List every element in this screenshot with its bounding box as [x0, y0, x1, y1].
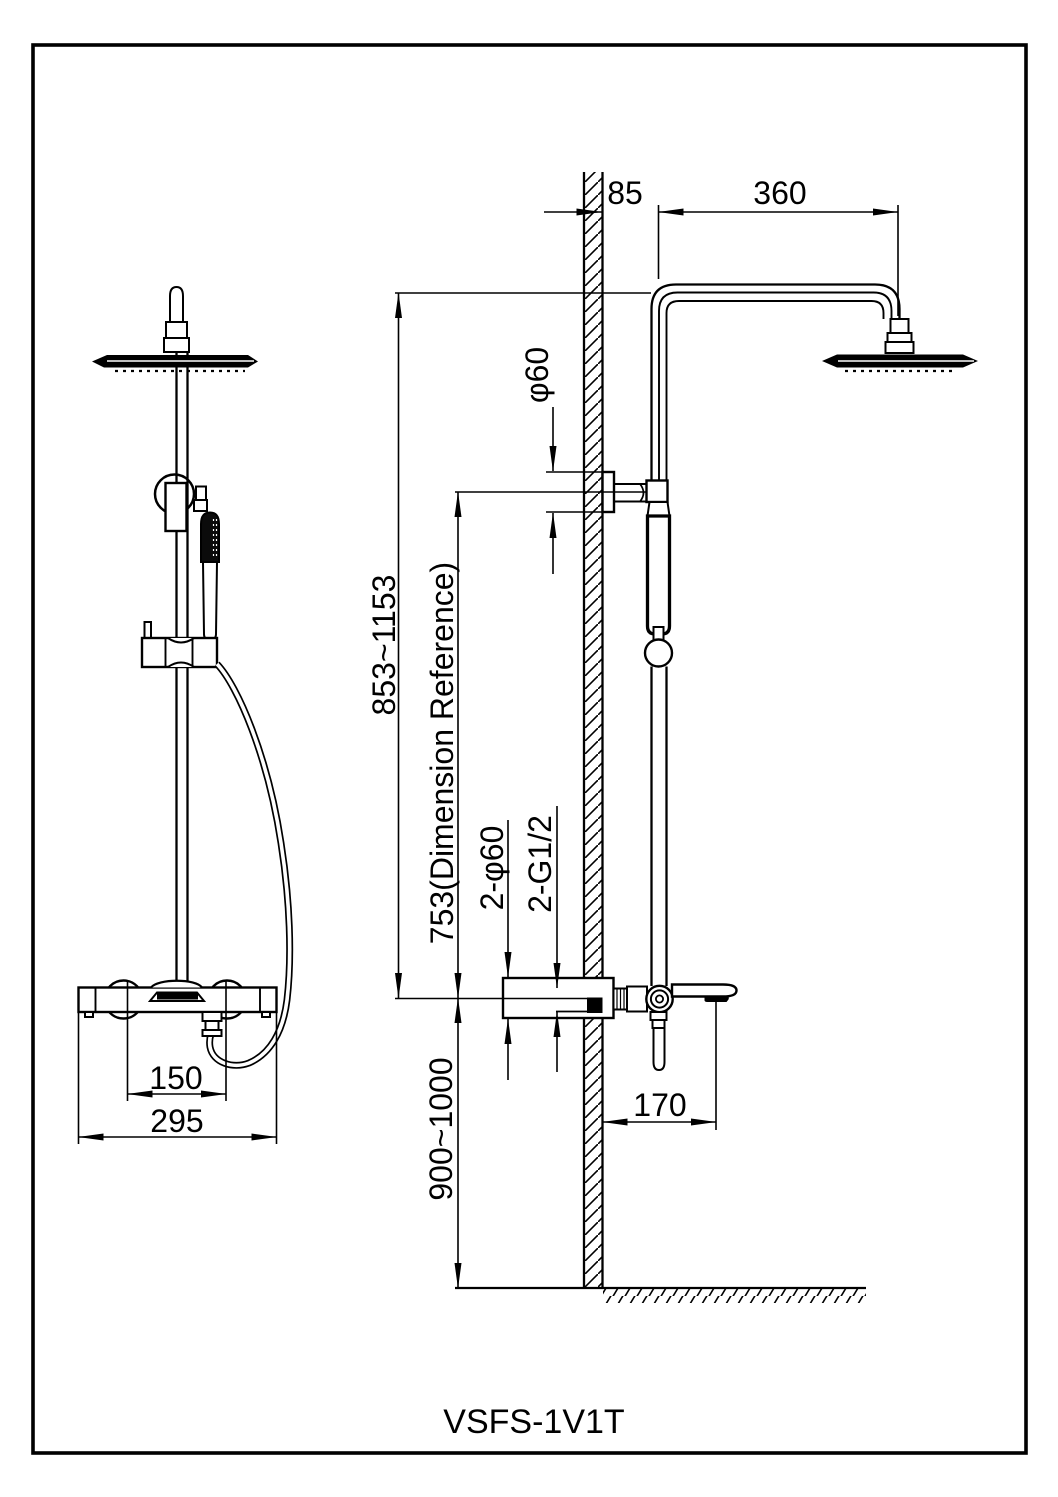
- dim-valve-connections-label: 2-G1/2: [522, 815, 558, 913]
- rain-shower-head-side: [822, 355, 978, 372]
- mixer-valve-side: [503, 978, 737, 1070]
- front-view: [79, 287, 290, 1065]
- dim-valve-escutcheons-label: 2-φ60: [474, 825, 510, 911]
- dim-spout-projection-label: 170: [633, 1087, 687, 1123]
- floor-hatching: [603, 1288, 866, 1303]
- slider-knob-side: [645, 640, 672, 667]
- dim-bracket-reference-label: 753(Dimension Reference): [424, 561, 460, 945]
- mixer-valve-front: [79, 981, 277, 1037]
- dim-handle-centers-label: 150: [149, 1060, 203, 1096]
- floor-line: [455, 1288, 866, 1303]
- riser-pipe-side: [652, 667, 667, 987]
- dimensions: [79, 175, 899, 1288]
- wall-section: [584, 172, 603, 1288]
- hose-connector-front: [203, 1012, 222, 1036]
- side-view: [503, 285, 978, 1071]
- hand-shower-front: [201, 513, 219, 641]
- head-connector-side: [886, 319, 914, 353]
- valve-lever-side: [654, 1028, 665, 1070]
- shelf-spout-side: [672, 985, 737, 997]
- dim-riser-height-label: 853~1153: [366, 574, 402, 716]
- dim-bracket-diameter-label: φ60: [519, 346, 555, 404]
- hand-shower-side: [645, 502, 672, 667]
- rain-shower-head-front: [92, 355, 258, 371]
- holder-ring-front: [155, 475, 207, 532]
- shower-arm-side: [652, 285, 900, 482]
- wall-connection-section: [587, 998, 603, 1014]
- wall-hatching: [584, 172, 603, 1288]
- dim-wall-to-riser-label: 85: [607, 175, 643, 211]
- riser-pipe-front: [177, 352, 188, 988]
- dim-riser-to-head-label: 360: [753, 175, 807, 211]
- dim-mounting-height-label: 900~1000: [423, 1057, 459, 1201]
- model-number-title: VSFS-1V1T: [443, 1403, 625, 1441]
- riser-top-connector-front: [164, 287, 189, 352]
- dim-valve-width-label: 295: [150, 1103, 204, 1139]
